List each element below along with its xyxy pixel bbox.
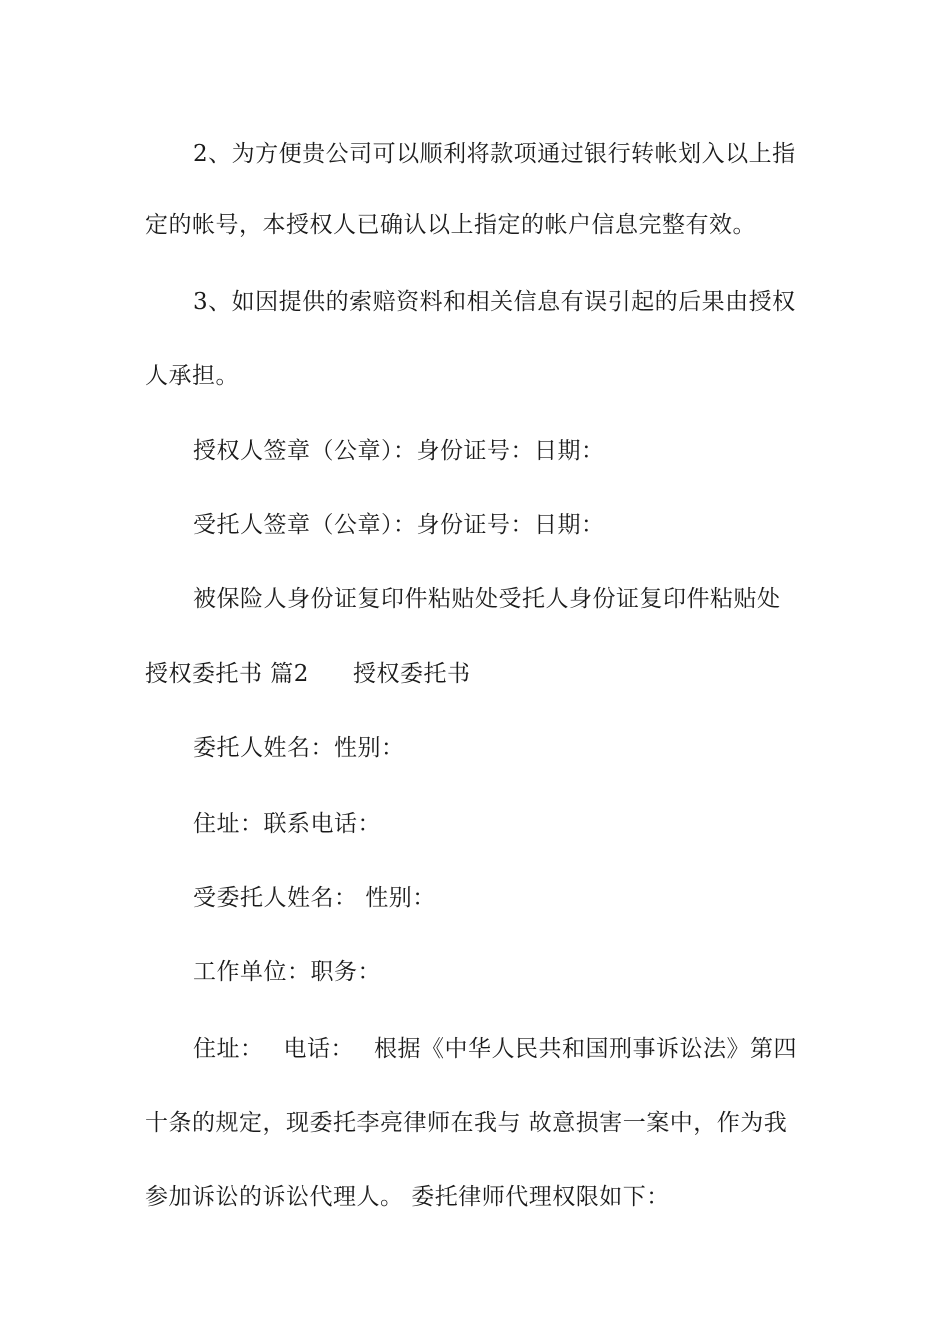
entrust-clause-line: 十条的规定，现委托李亮律师在我与 故意损害一案中，作为我 [145, 1110, 788, 1136]
section-heading-line [145, 659, 810, 689]
phone-label: 电话： [283, 1036, 354, 1062]
agent-name-line: 受委托人姓名： 性别： [193, 885, 436, 911]
paragraph-3-line-1: 3、如因提供的索赔资料和相关信息有误引起的后果由授权 [193, 289, 796, 315]
trustee-signature-line: 受托人签章（公章）：身份证号：日期： [193, 512, 605, 538]
authorizer-signature-line: 授权人签章（公章）：身份证号：日期： [193, 438, 605, 464]
paragraph-3-line-2: 人承担。 [145, 363, 239, 389]
paragraph-2-line-2: 定的帐号，本授权人已确认以上指定的帐户信息完整有效。 [145, 212, 756, 238]
address-phone-law-line [193, 1034, 858, 1064]
law-reference-text: 根据《中华人民共和国刑事诉讼法》第四 [374, 1036, 797, 1062]
work-unit-line: 工作单位：职务： [193, 959, 381, 985]
paragraph-2-line-1: 2、为方便贵公司可以顺利将款项通过银行转帐划入以上指 [193, 141, 796, 167]
address-phone-line: 住址：联系电话： [193, 811, 381, 837]
address-label: 住址： [193, 1036, 264, 1062]
entrust-scope-line: 参加诉讼的诉讼代理人。 委托律师代理权限如下： [145, 1184, 670, 1210]
section-label: 授权委托书 篇2 [145, 661, 309, 687]
section-title: 授权委托书 [352, 661, 471, 687]
principal-name-line: 委托人姓名：性别： [193, 735, 405, 761]
id-copy-paste-line: 被保险人身份证复印件粘贴处受托人身份证复印件粘贴处 [193, 586, 781, 612]
